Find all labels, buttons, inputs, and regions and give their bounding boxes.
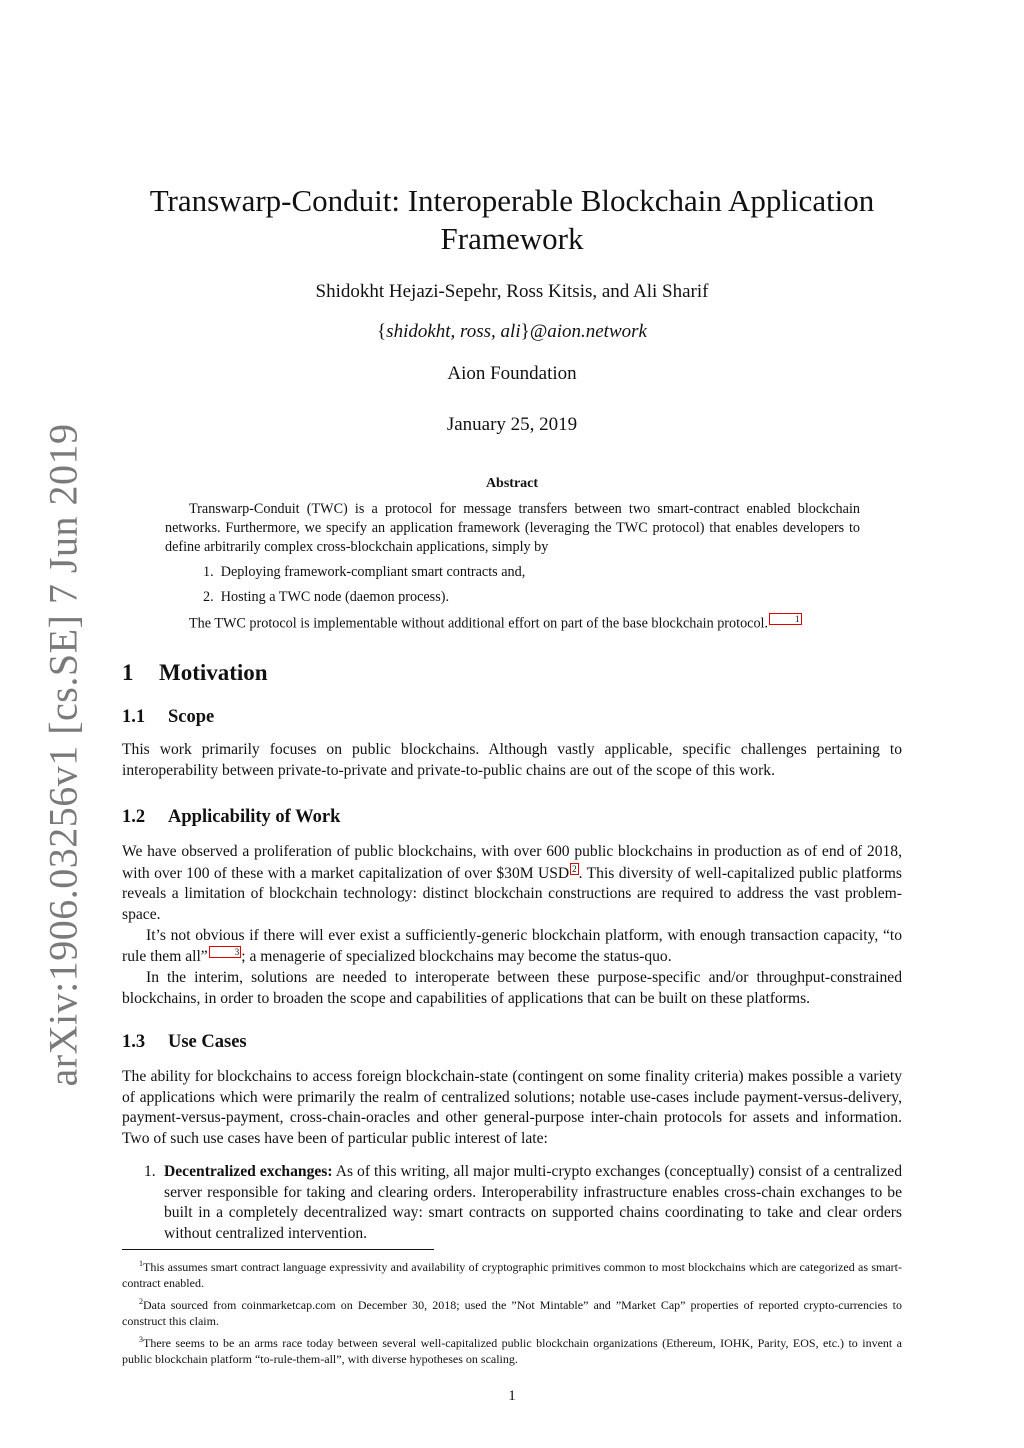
abstract-list-item <box>201 588 860 607</box>
footnote-marker: 1 <box>139 1259 143 1268</box>
author-emails <box>0 321 1024 343</box>
use-case-text: As of this writing, all major multi-crypto exchanges (conceptually) consist of a centralized server responsible for taking and clearing orders. Interoperability infrastructure enables cross-chain exchanges to be built in a completely decentralized way: smart contracts on supported chains coordinating to take and clear orders without centralized intervention. <box>164 1163 903 1242</box>
use-cases-text <box>122 1067 902 1149</box>
footnote-link-1[interactable]: 1 <box>769 613 802 625</box>
use-cases-list <box>122 1162 902 1244</box>
subsection-title: Applicability of Work <box>168 807 341 827</box>
paragraph-text: ; a menagerie of specialized blockchains may become the status-quo. <box>241 948 672 966</box>
subsection-heading-applicability <box>122 807 340 828</box>
footnote-3 <box>122 1332 902 1367</box>
abstract-paragraph <box>165 613 860 634</box>
section-heading-motivation <box>122 660 268 686</box>
paragraph: The ability for blockchains to access foreign blockchain-state (contingent on some finality criteria) makes possible a variety of applications which were primarily the realm of centralized solutions; notable use-cases include payment-versus-delivery, payment-versus-payment, cross-chain-oracles and other general-purpose inter-chain protocols for assets and information. Two of such use cases have been of particular public interest of late: <box>122 1068 902 1147</box>
paper-title <box>0 182 1024 258</box>
use-case-item <box>122 1162 902 1244</box>
section-title: Motivation <box>159 660 268 685</box>
footnote-text: There seems to be an arms race today between several well-capitalized public blockchain organizations (Ethereum, IOHK, Parity, EOS, etc.) to invent a public blockchain platform “to-rule-them-all”, with diverse hypotheses on scaling. <box>122 1336 902 1366</box>
list-number: 2. <box>203 589 214 605</box>
subsection-title: Scope <box>168 707 215 727</box>
email-domain: @aion.network <box>529 321 647 342</box>
subsection-heading-scope <box>122 707 214 728</box>
paragraph <box>122 926 902 968</box>
abstract-list-item <box>201 563 860 582</box>
abstract-paragraph: Transwarp-Conduit (TWC) is a protocol for message transfers between two smart-contract enabled blockchain networks. Furthermore, we specify an application framework (leveraging the TWC protocol) that enables developers to define arbitrarily complex cross-blockchain applications, simply by <box>165 501 860 555</box>
email-names: shidokht, ross, ali <box>386 321 521 342</box>
footnote-link-3[interactable]: 3 <box>209 946 242 958</box>
authors: Shidokht Hejazi-Sepehr, Ross Kitsis, and Ali Sharif <box>315 281 709 302</box>
paragraph-text: . This diversity of well-capitalized public platforms reveals a limitation of blockchain technology: distinct blockchain constructions are required to address the vast problem-space. <box>122 864 902 923</box>
paper-date: January 25, 2019 <box>446 414 578 435</box>
affiliation: Aion Foundation <box>447 363 577 384</box>
section-number: 1 <box>122 660 134 685</box>
email-brace-close: } <box>520 321 530 342</box>
title-line-1: Transwarp-Conduit: Interoperable Blockchain Application <box>149 183 875 218</box>
subsection-title: Use Cases <box>168 1032 247 1052</box>
abstract-heading: Abstract <box>485 476 539 491</box>
list-text: Hosting a TWC node (daemon process). <box>220 589 449 605</box>
footnote-text: Data sourced from coinmarketcap.com on December 30, 2018; used the ”Not Mintable” and ”Market Cap” properties of reported crypto-currencies to construct this claim. <box>122 1298 902 1328</box>
abstract-list <box>165 563 860 607</box>
paragraph-text: It’s not obvious if there will ever exist a sufficiently-generic blockchain platform, with enough transaction capacity, “to rule them all” <box>122 926 902 966</box>
footnotes <box>122 1256 902 1371</box>
paragraph <box>122 842 902 926</box>
abstract-body <box>165 500 860 634</box>
abstract-closing-text: The TWC protocol is implementable without additional effort on part of the base blockchain protocol. <box>189 615 769 632</box>
footnote-divider <box>122 1249 434 1250</box>
list-number: 1. <box>144 1163 156 1180</box>
arxiv-side-stamp: arXiv:1906.03256v1 [cs.SE] 7 Jun 2019 <box>40 423 86 1087</box>
subsection-number: 1.1 <box>122 707 146 727</box>
list-text: Deploying framework-compliant smart contracts and, <box>220 564 526 580</box>
title-line-2: Framework <box>440 221 584 256</box>
applicability-text <box>122 842 902 1009</box>
footnote-1 <box>122 1256 902 1291</box>
paragraph-text: We have observed a proliferation of public blockchains, with over 600 public blockchains in production as of end of 2018, with over 100 of these with a market capitalization of over $30M USD <box>122 843 902 882</box>
footnote-marker: 3 <box>139 1335 143 1345</box>
page-number: 1 <box>508 1388 516 1404</box>
subsection-heading-use-cases <box>122 1032 247 1053</box>
footnote-text: This assumes smart contract language expressivity and availability of cryptographic primitives common to most blockchains which are categorized as smart-contract enabled. <box>122 1260 902 1290</box>
scope-text <box>122 740 902 781</box>
footnote-link-2[interactable]: 2 <box>572 863 577 874</box>
subsection-number: 1.2 <box>122 807 146 827</box>
footnote-marker: 2 <box>139 1297 143 1307</box>
paragraph: In the interim, solutions are needed to interoperate between these purpose-specific and/or throughput-constrained blockchains, in order to broaden the scope and capabilities of applications that can be built on these platforms. <box>122 968 902 1007</box>
list-number: 1. <box>203 564 214 580</box>
use-case-term: Decentralized exchanges: <box>164 1163 333 1180</box>
email-brace-open: { <box>377 321 387 342</box>
footnote-2 <box>122 1294 902 1329</box>
paragraph: This work primarily focuses on public blockchains. Although vastly applicable, specific challenges pertaining to interoperability between private-to-private and private-to-public chains are out of the scope of this work. <box>122 741 902 779</box>
subsection-number: 1.3 <box>122 1032 146 1052</box>
